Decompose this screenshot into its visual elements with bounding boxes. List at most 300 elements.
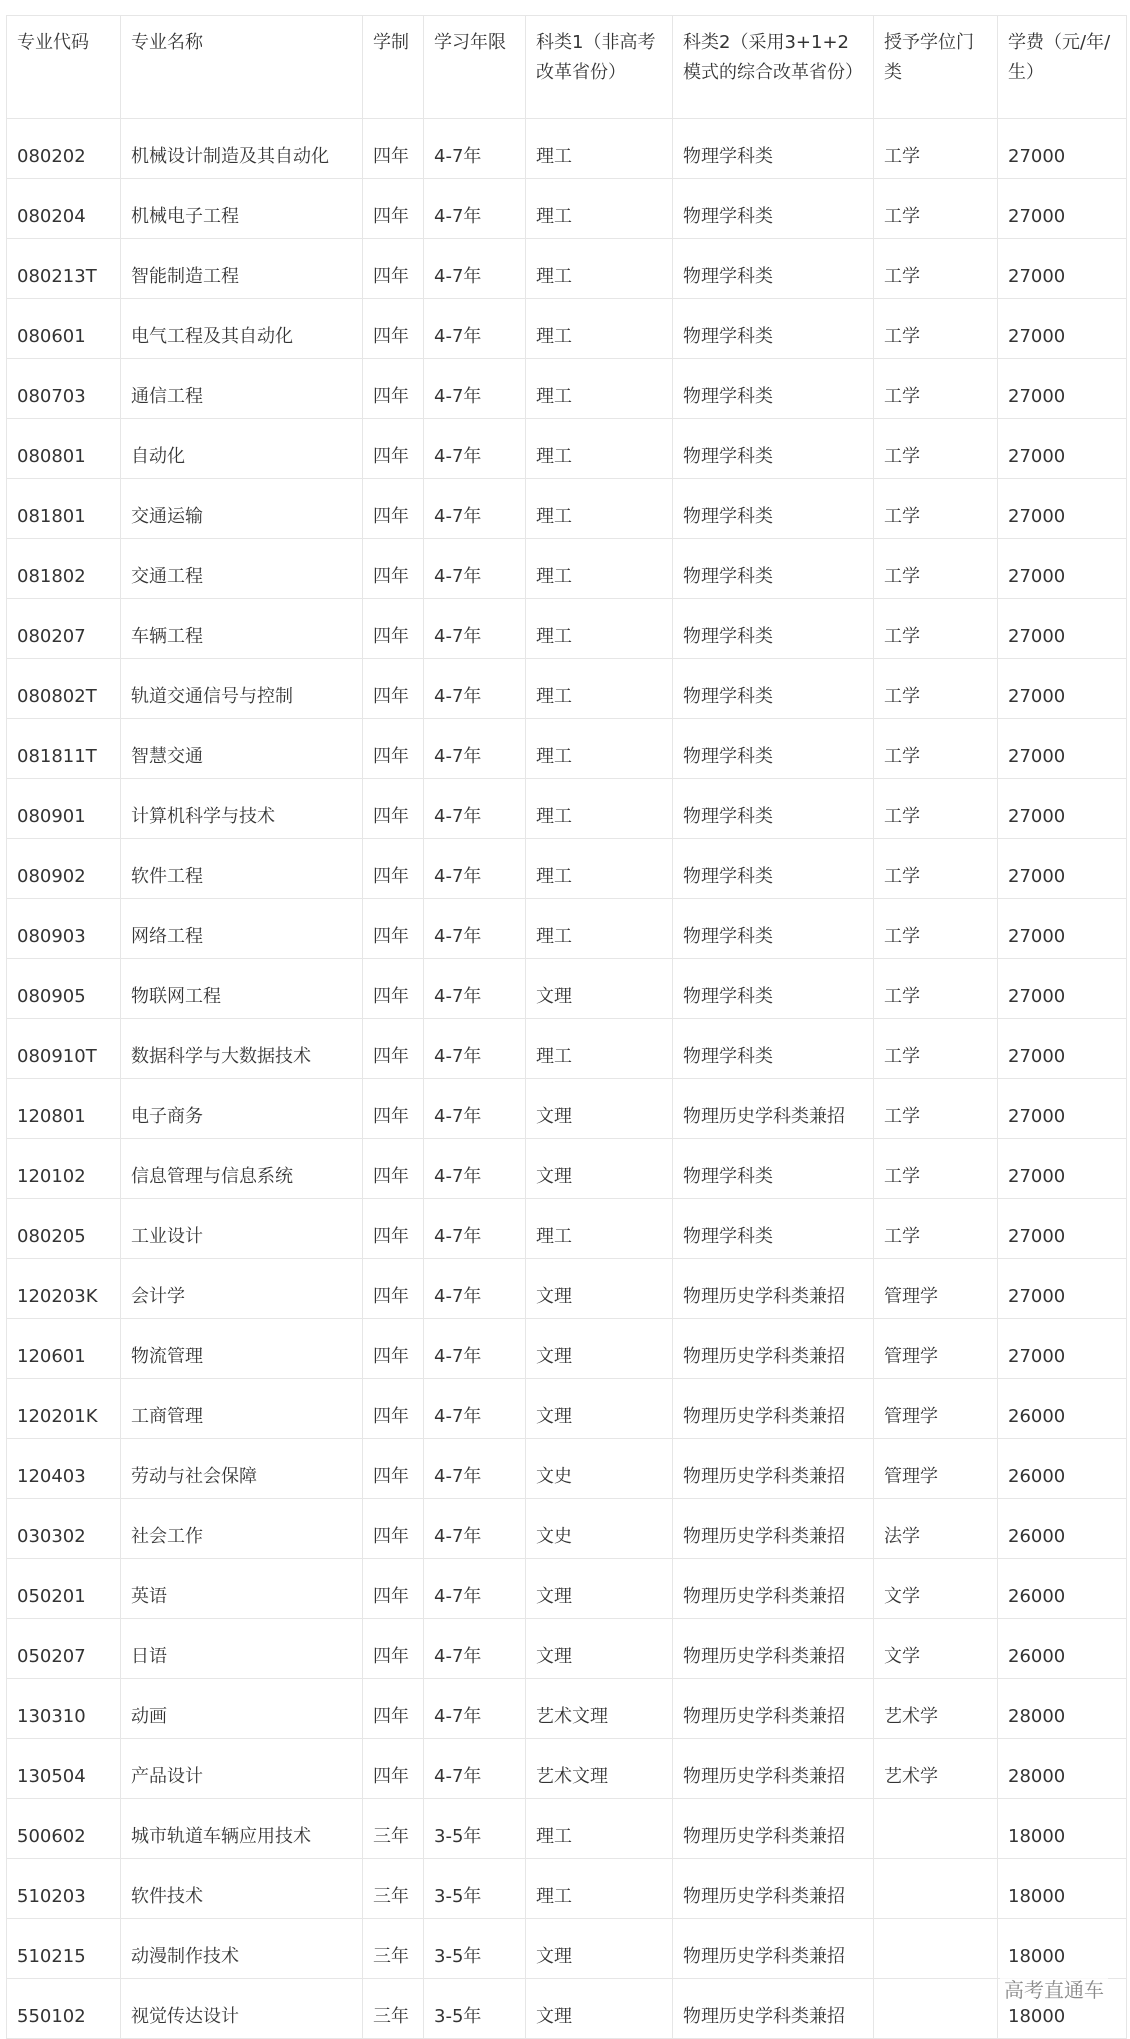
cell-name: 劳动与社会保障	[121, 1439, 363, 1499]
cell-years: 4-7年	[424, 179, 526, 239]
cell-system: 四年	[363, 1439, 424, 1499]
cell-years: 4-7年	[424, 1019, 526, 1079]
cell-degree: 管理学	[874, 1439, 998, 1499]
cell-category1: 文理	[526, 1379, 673, 1439]
cell-tuition: 28000	[998, 1739, 1127, 1799]
cell-degree: 工学	[874, 839, 998, 899]
cell-code: 080901	[7, 779, 121, 839]
cell-degree: 工学	[874, 899, 998, 959]
cell-system: 三年	[363, 1919, 424, 1979]
table-row	[7, 1139, 1127, 1199]
cell-category2: 物理历史学科类兼招	[673, 1079, 874, 1139]
cell-name: 车辆工程	[121, 599, 363, 659]
cell-system: 四年	[363, 839, 424, 899]
cell-category1: 理工	[526, 1019, 673, 1079]
cell-years: 4-7年	[424, 1319, 526, 1379]
cell-category1: 理工	[526, 899, 673, 959]
cell-years: 3-5年	[424, 1919, 526, 1979]
cell-category2: 物理历史学科类兼招	[673, 1499, 874, 1559]
cell-system: 四年	[363, 959, 424, 1019]
cell-tuition: 27000	[998, 779, 1127, 839]
cell-degree: 工学	[874, 299, 998, 359]
cell-system: 四年	[363, 1139, 424, 1199]
cell-category2: 物理学科类	[673, 779, 874, 839]
cell-years: 4-7年	[424, 1379, 526, 1439]
cell-years: 4-7年	[424, 119, 526, 179]
table-row	[7, 1199, 1127, 1259]
cell-tuition: 27000	[998, 959, 1127, 1019]
cell-tuition: 27000	[998, 239, 1127, 299]
table-row	[7, 719, 1127, 779]
cell-category1: 文理	[526, 1919, 673, 1979]
cell-years: 3-5年	[424, 1979, 526, 2039]
cell-system: 四年	[363, 1259, 424, 1319]
cell-category2: 物理学科类	[673, 239, 874, 299]
cell-tuition: 27000	[998, 539, 1127, 599]
cell-years: 4-7年	[424, 839, 526, 899]
cell-degree: 文学	[874, 1559, 998, 1619]
cell-code: 080902	[7, 839, 121, 899]
header-code: 专业代码	[7, 16, 121, 119]
table-row	[7, 779, 1127, 839]
cell-system: 四年	[363, 1199, 424, 1259]
table-row	[7, 659, 1127, 719]
cell-system: 四年	[363, 239, 424, 299]
cell-name: 城市轨道车辆应用技术	[121, 1799, 363, 1859]
watermark: 高考直通车	[1000, 1972, 1108, 2005]
cell-system: 四年	[363, 179, 424, 239]
cell-code: 120203K	[7, 1259, 121, 1319]
table-row	[7, 1919, 1127, 1979]
cell-tuition: 26000	[998, 1439, 1127, 1499]
cell-years: 3-5年	[424, 1859, 526, 1919]
cell-name: 动画	[121, 1679, 363, 1739]
cell-years: 4-7年	[424, 479, 526, 539]
cell-system: 四年	[363, 359, 424, 419]
cell-tuition: 27000	[998, 1139, 1127, 1199]
table-row	[7, 599, 1127, 659]
cell-tuition: 27000	[998, 359, 1127, 419]
table-row	[7, 1259, 1127, 1319]
cell-system: 三年	[363, 1799, 424, 1859]
cell-years: 4-7年	[424, 899, 526, 959]
table-row	[7, 1559, 1127, 1619]
table-row	[7, 1859, 1127, 1919]
cell-years: 4-7年	[424, 1679, 526, 1739]
cell-years: 4-7年	[424, 1559, 526, 1619]
cell-category2: 物理学科类	[673, 1199, 874, 1259]
table-row	[7, 1379, 1127, 1439]
cell-category1: 理工	[526, 659, 673, 719]
header-name: 专业名称	[121, 16, 363, 119]
cell-tuition: 18000	[998, 1799, 1127, 1859]
cell-degree: 管理学	[874, 1379, 998, 1439]
cell-category2: 物理学科类	[673, 419, 874, 479]
cell-name: 智慧交通	[121, 719, 363, 779]
cell-system: 四年	[363, 899, 424, 959]
cell-category2: 物理学科类	[673, 359, 874, 419]
cell-tuition: 18000	[998, 1859, 1127, 1919]
cell-degree: 工学	[874, 1139, 998, 1199]
table-row	[7, 179, 1127, 239]
table-row	[7, 1679, 1127, 1739]
cell-category2: 物理学科类	[673, 179, 874, 239]
cell-category1: 文理	[526, 959, 673, 1019]
cell-category2: 物理历史学科类兼招	[673, 1739, 874, 1799]
cell-tuition: 27000	[998, 1259, 1127, 1319]
cell-degree: 工学	[874, 539, 998, 599]
table-header-row	[7, 16, 1127, 119]
cell-name: 软件技术	[121, 1859, 363, 1919]
cell-code: 050201	[7, 1559, 121, 1619]
table-row	[7, 539, 1127, 599]
cell-code: 081802	[7, 539, 121, 599]
cell-category2: 物理历史学科类兼招	[673, 1679, 874, 1739]
cell-category1: 理工	[526, 539, 673, 599]
cell-degree: 工学	[874, 659, 998, 719]
cell-tuition: 27000	[998, 299, 1127, 359]
cell-name: 机械电子工程	[121, 179, 363, 239]
header-tuition: 学费（元/年/生）	[998, 16, 1127, 119]
cell-tuition: 27000	[998, 1319, 1127, 1379]
cell-tuition: 27000	[998, 179, 1127, 239]
cell-degree	[874, 1979, 998, 2039]
table-row	[7, 299, 1127, 359]
table-row	[7, 1019, 1127, 1079]
cell-system: 四年	[363, 539, 424, 599]
cell-category1: 理工	[526, 299, 673, 359]
cell-category1: 文史	[526, 1439, 673, 1499]
cell-system: 四年	[363, 719, 424, 779]
cell-years: 4-7年	[424, 1259, 526, 1319]
cell-degree: 工学	[874, 779, 998, 839]
cell-tuition: 27000	[998, 1199, 1127, 1259]
cell-category1: 理工	[526, 479, 673, 539]
table-row	[7, 1799, 1127, 1859]
cell-category2: 物理历史学科类兼招	[673, 1799, 874, 1859]
cell-category1: 理工	[526, 599, 673, 659]
cell-code: 080205	[7, 1199, 121, 1259]
cell-tuition: 27000	[998, 659, 1127, 719]
cell-code: 050207	[7, 1619, 121, 1679]
cell-category2: 物理学科类	[673, 479, 874, 539]
table-row	[7, 899, 1127, 959]
cell-system: 四年	[363, 1619, 424, 1679]
cell-degree: 工学	[874, 959, 998, 1019]
table-row	[7, 1079, 1127, 1139]
cell-years: 4-7年	[424, 959, 526, 1019]
cell-code: 080601	[7, 299, 121, 359]
cell-name: 计算机科学与技术	[121, 779, 363, 839]
cell-years: 4-7年	[424, 1439, 526, 1499]
cell-system: 四年	[363, 1739, 424, 1799]
cell-code: 130504	[7, 1739, 121, 1799]
cell-code: 081811T	[7, 719, 121, 779]
cell-degree: 管理学	[874, 1319, 998, 1379]
cell-degree: 工学	[874, 239, 998, 299]
header-category1: 科类1（非高考改革省份）	[526, 16, 673, 119]
cell-degree: 工学	[874, 1199, 998, 1259]
cell-name: 视觉传达设计	[121, 1979, 363, 2039]
cell-tuition: 18000	[998, 1979, 1127, 2039]
cell-years: 4-7年	[424, 1619, 526, 1679]
cell-code: 120102	[7, 1139, 121, 1199]
cell-years: 4-7年	[424, 359, 526, 419]
cell-category2: 物理历史学科类兼招	[673, 1559, 874, 1619]
cell-degree: 艺术学	[874, 1679, 998, 1739]
cell-degree: 工学	[874, 359, 998, 419]
cell-category1: 文理	[526, 1319, 673, 1379]
cell-code: 080204	[7, 179, 121, 239]
cell-tuition: 28000	[998, 1679, 1127, 1739]
cell-years: 4-7年	[424, 539, 526, 599]
cell-code: 080905	[7, 959, 121, 1019]
cell-category1: 文理	[526, 1079, 673, 1139]
cell-system: 四年	[363, 779, 424, 839]
table-row	[7, 479, 1127, 539]
cell-name: 自动化	[121, 419, 363, 479]
cell-tuition: 26000	[998, 1619, 1127, 1679]
header-degree: 授予学位门类	[874, 16, 998, 119]
cell-name: 社会工作	[121, 1499, 363, 1559]
cell-years: 4-7年	[424, 1139, 526, 1199]
cell-name: 信息管理与信息系统	[121, 1139, 363, 1199]
cell-code: 080801	[7, 419, 121, 479]
cell-code: 500602	[7, 1799, 121, 1859]
cell-years: 4-7年	[424, 239, 526, 299]
cell-category1: 理工	[526, 1199, 673, 1259]
table-row	[7, 1739, 1127, 1799]
cell-category2: 物理历史学科类兼招	[673, 1439, 874, 1499]
cell-years: 4-7年	[424, 1499, 526, 1559]
cell-degree: 工学	[874, 419, 998, 479]
cell-degree: 艺术学	[874, 1739, 998, 1799]
cell-tuition: 27000	[998, 839, 1127, 899]
cell-category1: 文史	[526, 1499, 673, 1559]
cell-code: 120801	[7, 1079, 121, 1139]
cell-system: 四年	[363, 1019, 424, 1079]
cell-category1: 理工	[526, 779, 673, 839]
cell-tuition: 27000	[998, 719, 1127, 779]
cell-tuition: 27000	[998, 599, 1127, 659]
table-row	[7, 359, 1127, 419]
cell-name: 交通工程	[121, 539, 363, 599]
cell-tuition: 18000	[998, 1919, 1127, 1979]
cell-code: 120601	[7, 1319, 121, 1379]
cell-years: 4-7年	[424, 659, 526, 719]
cell-name: 会计学	[121, 1259, 363, 1319]
cell-name: 英语	[121, 1559, 363, 1619]
cell-category1: 理工	[526, 1799, 673, 1859]
cell-name: 动漫制作技术	[121, 1919, 363, 1979]
table-row	[7, 839, 1127, 899]
cell-tuition: 27000	[998, 119, 1127, 179]
cell-category2: 物理学科类	[673, 599, 874, 659]
cell-category1: 理工	[526, 179, 673, 239]
cell-years: 4-7年	[424, 719, 526, 779]
cell-code: 510203	[7, 1859, 121, 1919]
cell-category1: 理工	[526, 839, 673, 899]
cell-system: 四年	[363, 659, 424, 719]
cell-degree: 工学	[874, 1079, 998, 1139]
cell-category2: 物理学科类	[673, 1019, 874, 1079]
cell-code: 030302	[7, 1499, 121, 1559]
cell-category1: 理工	[526, 359, 673, 419]
cell-code: 080213T	[7, 239, 121, 299]
cell-tuition: 27000	[998, 479, 1127, 539]
cell-tuition: 27000	[998, 899, 1127, 959]
cell-code: 080910T	[7, 1019, 121, 1079]
cell-code: 080202	[7, 119, 121, 179]
cell-name: 工商管理	[121, 1379, 363, 1439]
table-row	[7, 1439, 1127, 1499]
cell-name: 工业设计	[121, 1199, 363, 1259]
cell-degree	[874, 1919, 998, 1979]
table-row	[7, 959, 1127, 1019]
cell-degree: 文学	[874, 1619, 998, 1679]
cell-category1: 理工	[526, 1859, 673, 1919]
cell-category2: 物理历史学科类兼招	[673, 1379, 874, 1439]
cell-code: 550102	[7, 1979, 121, 2039]
cell-years: 4-7年	[424, 1079, 526, 1139]
cell-system: 四年	[363, 1559, 424, 1619]
cell-name: 网络工程	[121, 899, 363, 959]
table-row	[7, 1619, 1127, 1679]
cell-category2: 物理历史学科类兼招	[673, 1919, 874, 1979]
cell-category1: 文理	[526, 1259, 673, 1319]
cell-system: 四年	[363, 1679, 424, 1739]
cell-degree: 工学	[874, 479, 998, 539]
cell-name: 软件工程	[121, 839, 363, 899]
cell-tuition: 26000	[998, 1379, 1127, 1439]
cell-name: 日语	[121, 1619, 363, 1679]
header-years: 学习年限	[424, 16, 526, 119]
cell-tuition: 27000	[998, 419, 1127, 479]
cell-name: 通信工程	[121, 359, 363, 419]
cell-category2: 物理学科类	[673, 959, 874, 1019]
cell-degree	[874, 1859, 998, 1919]
cell-code: 081801	[7, 479, 121, 539]
cell-name: 电气工程及其自动化	[121, 299, 363, 359]
cell-category1: 理工	[526, 719, 673, 779]
cell-degree: 工学	[874, 719, 998, 779]
header-system: 学制	[363, 16, 424, 119]
header-category2: 科类2（采用3+1+2模式的综合改革省份）	[673, 16, 874, 119]
cell-years: 4-7年	[424, 299, 526, 359]
cell-system: 四年	[363, 1379, 424, 1439]
cell-degree: 工学	[874, 119, 998, 179]
cell-tuition: 26000	[998, 1559, 1127, 1619]
cell-name: 数据科学与大数据技术	[121, 1019, 363, 1079]
cell-category1: 理工	[526, 419, 673, 479]
cell-system: 四年	[363, 1079, 424, 1139]
cell-code: 080207	[7, 599, 121, 659]
cell-system: 四年	[363, 119, 424, 179]
cell-years: 4-7年	[424, 419, 526, 479]
cell-degree: 工学	[874, 1019, 998, 1079]
cell-system: 四年	[363, 1319, 424, 1379]
cell-name: 物流管理	[121, 1319, 363, 1379]
cell-category2: 物理学科类	[673, 719, 874, 779]
cell-category2: 物理学科类	[673, 119, 874, 179]
cell-category1: 理工	[526, 119, 673, 179]
cell-system: 四年	[363, 479, 424, 539]
cell-system: 三年	[363, 1979, 424, 2039]
table-row	[7, 119, 1127, 179]
cell-name: 电子商务	[121, 1079, 363, 1139]
cell-category2: 物理历史学科类兼招	[673, 1619, 874, 1679]
cell-system: 四年	[363, 1499, 424, 1559]
cell-name: 智能制造工程	[121, 239, 363, 299]
cell-name: 物联网工程	[121, 959, 363, 1019]
cell-degree: 工学	[874, 179, 998, 239]
cell-category1: 理工	[526, 239, 673, 299]
cell-system: 三年	[363, 1859, 424, 1919]
cell-name: 交通运输	[121, 479, 363, 539]
cell-degree: 工学	[874, 599, 998, 659]
cell-years: 4-7年	[424, 779, 526, 839]
cell-years: 3-5年	[424, 1799, 526, 1859]
cell-system: 四年	[363, 599, 424, 659]
cell-category2: 物理历史学科类兼招	[673, 1319, 874, 1379]
cell-tuition: 27000	[998, 1079, 1127, 1139]
cell-code: 510215	[7, 1919, 121, 1979]
cell-name: 轨道交通信号与控制	[121, 659, 363, 719]
table-row	[7, 1319, 1127, 1379]
majors-table-container	[6, 15, 1127, 2039]
cell-name: 产品设计	[121, 1739, 363, 1799]
cell-code: 080903	[7, 899, 121, 959]
cell-name: 机械设计制造及其自动化	[121, 119, 363, 179]
cell-system: 四年	[363, 419, 424, 479]
cell-code: 120403	[7, 1439, 121, 1499]
cell-code: 080802T	[7, 659, 121, 719]
cell-category2: 物理学科类	[673, 839, 874, 899]
cell-category1: 艺术文理	[526, 1679, 673, 1739]
cell-years: 4-7年	[424, 1739, 526, 1799]
cell-degree: 法学	[874, 1499, 998, 1559]
cell-category1: 文理	[526, 1559, 673, 1619]
cell-category1: 文理	[526, 1619, 673, 1679]
cell-category2: 物理历史学科类兼招	[673, 1979, 874, 2039]
cell-category1: 艺术文理	[526, 1739, 673, 1799]
table-row	[7, 1979, 1127, 2039]
table-body	[7, 119, 1127, 2039]
majors-table	[6, 15, 1127, 2039]
cell-category2: 物理历史学科类兼招	[673, 1259, 874, 1319]
cell-category2: 物理学科类	[673, 899, 874, 959]
cell-degree: 管理学	[874, 1259, 998, 1319]
table-row	[7, 1499, 1127, 1559]
cell-category1: 文理	[526, 1139, 673, 1199]
cell-category2: 物理学科类	[673, 659, 874, 719]
cell-code: 130310	[7, 1679, 121, 1739]
cell-category2: 物理学科类	[673, 1139, 874, 1199]
cell-code: 120201K	[7, 1379, 121, 1439]
cell-tuition: 26000	[998, 1499, 1127, 1559]
table-row	[7, 419, 1127, 479]
cell-category2: 物理学科类	[673, 539, 874, 599]
cell-category1: 文理	[526, 1979, 673, 2039]
cell-years: 4-7年	[424, 599, 526, 659]
cell-years: 4-7年	[424, 1199, 526, 1259]
cell-category2: 物理学科类	[673, 299, 874, 359]
cell-category2: 物理历史学科类兼招	[673, 1859, 874, 1919]
cell-system: 四年	[363, 299, 424, 359]
cell-code: 080703	[7, 359, 121, 419]
table-row	[7, 239, 1127, 299]
cell-degree	[874, 1799, 998, 1859]
